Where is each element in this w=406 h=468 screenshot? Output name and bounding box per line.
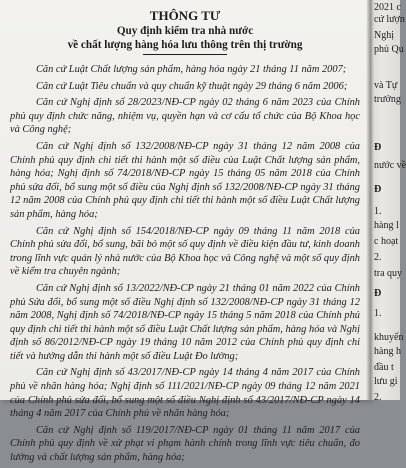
legal-basis-paragraph: Căn cứ Nghị định số 119/2017/NĐ-CP ngày 01 tháng 11 năm 2017 của Chính phủ quy định về xử phạt vi phạm hành chính trong lĩnh vực tiêu chuẩn, đo lường và chất lượng sản phẩm, hàng hóa; [10,424,360,464]
legal-basis-paragraph: Căn cứ Nghị định số 28/2023/NĐ-CP ngày 02 tháng 6 năm 2023 của Chính phủ quy định chức năng, nhiệm vụ, quyền hạn và cơ cấu tổ chức của Bộ Khoa học và Công nghệ; [10,97,360,136]
facing-page-text-fragment: khuyến [374,332,404,343]
facing-page-text-fragment: cứ lượn [374,14,405,25]
facing-page-text-fragment: hàng l [374,220,399,231]
facing-page-text-fragment: 2. [374,252,382,263]
legal-basis-paragraph: Căn cứ Nghị định số 43/2017/NĐ-CP ngày 14 tháng 4 năm 2017 của Chính phủ về nhãn hàng hóa; Nghị định số 111/2021/NĐ-CP ngày 09 tháng 12 năm 2021 của Chính phủ sửa đổi, bổ sung một số điều Nghị định số 43/2017/NĐ-CP ngày 14 tháng 4 năm 2017 của Chính phủ về nhãn hàng hóa; [10,367,360,420]
facing-page-text-fragment: 2. [374,392,382,403]
facing-page-text-fragment: nước về [374,160,406,171]
facing-page-text-fragment: đầu t [374,362,394,373]
facing-page-text-fragment: Đ [374,288,382,299]
facing-page-text-fragment: trưởng [374,94,401,105]
document-subtitle-line1: Quy định kiểm tra nhà nước [116,25,254,37]
facing-page-text-fragment: Đ [374,142,382,153]
document-content [10,8,360,468]
facing-page-text-fragment: 2021 c [374,2,401,13]
facing-page-text-fragment: và Tự [374,80,398,91]
legal-basis-paragraph: Căn cứ Nghị định số 154/2018/NĐ-CP ngày 09 tháng 11 năm 2018 của Chính phủ sửa đổi, bổ sung, bãi bỏ một số quy định về điều kiện đầu tư, kinh doanh trong lĩnh vực quản lý nhà nước của Bộ Khoa học và Công nghệ và một số quy định về kiểm tra chuyên ngành; [10,225,360,278]
facing-page-text-fragment: 1. [374,308,382,319]
facing-page-text-fragment: c hoạt [374,236,399,247]
facing-page-text-fragment: hàng h [374,346,401,357]
facing-page-text-fragment: 1. [374,206,382,217]
facing-page-text-fragment: lưu gi [374,376,398,387]
facing-page-text-fragment: Đ [374,184,382,195]
legal-basis-paragraph: Căn cứ Nghị định số 132/2008/NĐ-CP ngày 31 tháng 12 năm 2008 của Chính phủ quy định chi tiết thi hành một số điều của Luật Chất lượng sản phẩm, hàng hóa; Nghị định số 74/2018/NĐ-CP ngày 15 tháng 05 năm 2018 của Chính phủ sửa đổi, bổ sung một số điều của Nghị định số 132/2008/NĐ-CP ngày 31 tháng 12 năm 2008 của Chính phủ quy định chi tiết thi hành một số điều Luật Chất lượng sản phẩm, hàng hóa; [10,140,360,220]
facing-page-text-fragment: phủ Qu [374,44,404,55]
book-gutter-shadow [366,0,374,400]
document-subtitle-line2: về chất lượng hàng hóa lưu thông trên thị trường [67,39,303,51]
facing-page-edge [370,0,406,403]
legal-basis-paragraph: Căn cứ Nghị định số 13/2022/NĐ-CP ngày 21 tháng 01 năm 2022 của Chính phủ Sửa đổi, bổ sung một số điều Nghị định số 132/2008/NĐ-CP ngày 31 tháng 12 năm 2008, Nghị định số 74/2018/NĐ-CP ngày 15 tháng 5 năm 2018 của Chính phủ quy định chi tiết thi hành một số điều Luật Chất lượng sản phẩm, hàng hóa và Nghị định số 86/2012/NĐ-CP ngày 19 tháng 10 năm 2012 của Chính phủ quy định chi tiết và hướng dẫn thi hành một số điều Luật Đo lường; [10,282,360,362]
legal-basis-paragraph: Căn cứ Luật Chất lượng sản phẩm, hàng hóa ngày 21 tháng 11 năm 2007; [36,64,347,75]
facing-page-text-fragment: Nghị [374,30,394,41]
document-title: THÔNG TƯ [149,8,221,23]
facing-page-text-fragment: tra quy [374,268,403,279]
legal-basis-paragraph: Căn cứ Luật Tiêu chuẩn và quy chuẩn kỹ thuật ngày 29 tháng 6 năm 2006; [36,80,348,92]
title-underline [143,54,227,55]
